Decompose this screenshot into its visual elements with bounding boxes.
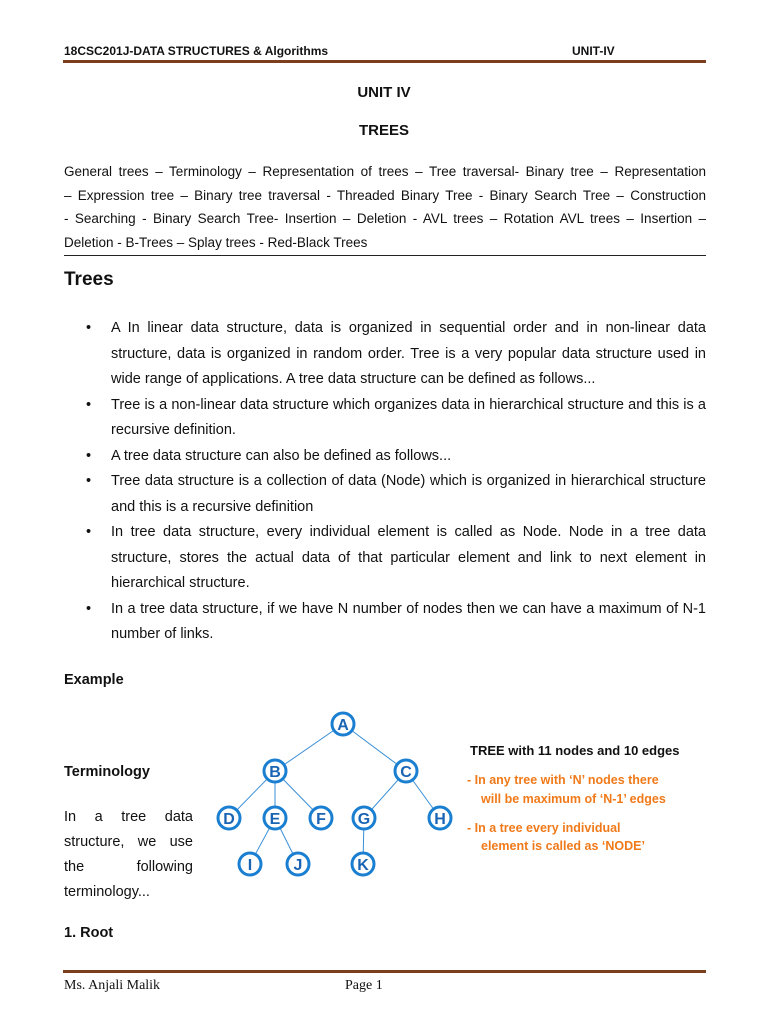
syllabus-line: – Expression tree – Binary tree traversal - Threaded Binary Tree - Binary Search Tree – Construction [64, 187, 706, 203]
terminology-line: terminology... [64, 884, 150, 900]
bullet-item: • Tree data structure is a collection of data (Node) which is organized in hierarchical structure and this is a recursive definition [80, 469, 706, 520]
figure-note-2-line-2: element is called as ‘NODE’ [481, 839, 645, 853]
section-title: Trees [64, 269, 114, 290]
syllabus-line: - Searching - Binary Search Tree- Insertion – Deletion - AVL trees – Rotation AVL trees – Insertion – [64, 211, 706, 226]
trees-bullet-list [80, 316, 706, 648]
node-label: K [357, 857, 369, 874]
tree-node-k [352, 853, 374, 875]
tree-node-d [218, 807, 240, 829]
header-unit-label: UNIT-IV [572, 44, 615, 58]
node-label: F [316, 811, 326, 828]
footer-page-number: Page 1 [345, 978, 383, 993]
tree-node-f [310, 807, 332, 829]
syllabus-line: General trees – Terminology – Representation of trees – Tree traversal- Binary tree – Representation [64, 164, 706, 179]
figure-note-1-line-2: will be maximum of ‘N-1’ edges [481, 792, 666, 806]
syllabus-block [64, 160, 706, 231]
terminology-line: In a tree data [64, 809, 193, 825]
tree-node-g [353, 807, 375, 829]
tree-node-e [264, 807, 286, 829]
terminology-line: the following [64, 859, 193, 875]
figure-caption-title: TREE with 11 nodes and 10 edges [470, 743, 680, 758]
node-label: G [357, 811, 371, 828]
tree-node-j [287, 853, 309, 875]
footer-rule [63, 970, 706, 973]
node-label: H [434, 811, 446, 828]
node-label: B [269, 764, 281, 781]
node-label: J [293, 857, 303, 874]
node-label: I [247, 857, 253, 874]
root-heading: 1. Root [64, 925, 114, 941]
bullet-item: • Tree is a non-linear data structure which organizes data in hierarchical structure and this is a recursive definition. [80, 393, 706, 444]
node-label: A [337, 717, 349, 734]
bullet-item: • In a tree data structure, if we have N number of nodes then we can have a maximum of N-1 number of links. [80, 597, 706, 648]
figure-note-1-line-1: - In any tree with ‘N’ nodes there [467, 773, 659, 787]
tree-node-b [264, 760, 286, 782]
node-label: D [223, 811, 235, 828]
node-label: C [400, 764, 412, 781]
figure-note-2-line-1: - In a tree every individual [467, 821, 621, 835]
footer-author: Ms. Anjali Malik [64, 978, 161, 993]
header-course-title: 18CSC201J-DATA STRUCTURES & Algorithms [64, 44, 329, 58]
tree-node-c [395, 760, 417, 782]
example-heading: Example [64, 672, 124, 688]
tree-node-h [429, 807, 451, 829]
tree-node-i [239, 853, 261, 875]
tree-example-figure [203, 696, 691, 890]
header-rule [63, 60, 706, 63]
bullet-item: • In tree data structure, every individual element is called as Node. Node in a tree data structure, stores the actual data of that particular element and link to next element in hierarchical structure. [80, 520, 706, 597]
terminology-intro [64, 805, 193, 905]
terminology-heading: Terminology [64, 764, 150, 780]
syllabus-last-line: Deletion - B-Trees – Splay trees - Red-Black Trees [64, 231, 706, 256]
tree-edges [229, 724, 440, 864]
tree-node-a [332, 713, 354, 735]
bullet-item: • A tree data structure can also be defined as follows... [80, 444, 706, 470]
unit-title: UNIT IV [357, 84, 411, 101]
unit-topic: TREES [358, 122, 409, 139]
bullet-item: • A In linear data structure, data is organized in sequential order and in non-linear data structure, data is organized in random order. Tree is a very popular data structure used in wide range of applications. A tree data structure can be defined as follows... [80, 316, 706, 393]
terminology-line: structure, we use [64, 834, 193, 850]
node-label: E [269, 811, 281, 828]
